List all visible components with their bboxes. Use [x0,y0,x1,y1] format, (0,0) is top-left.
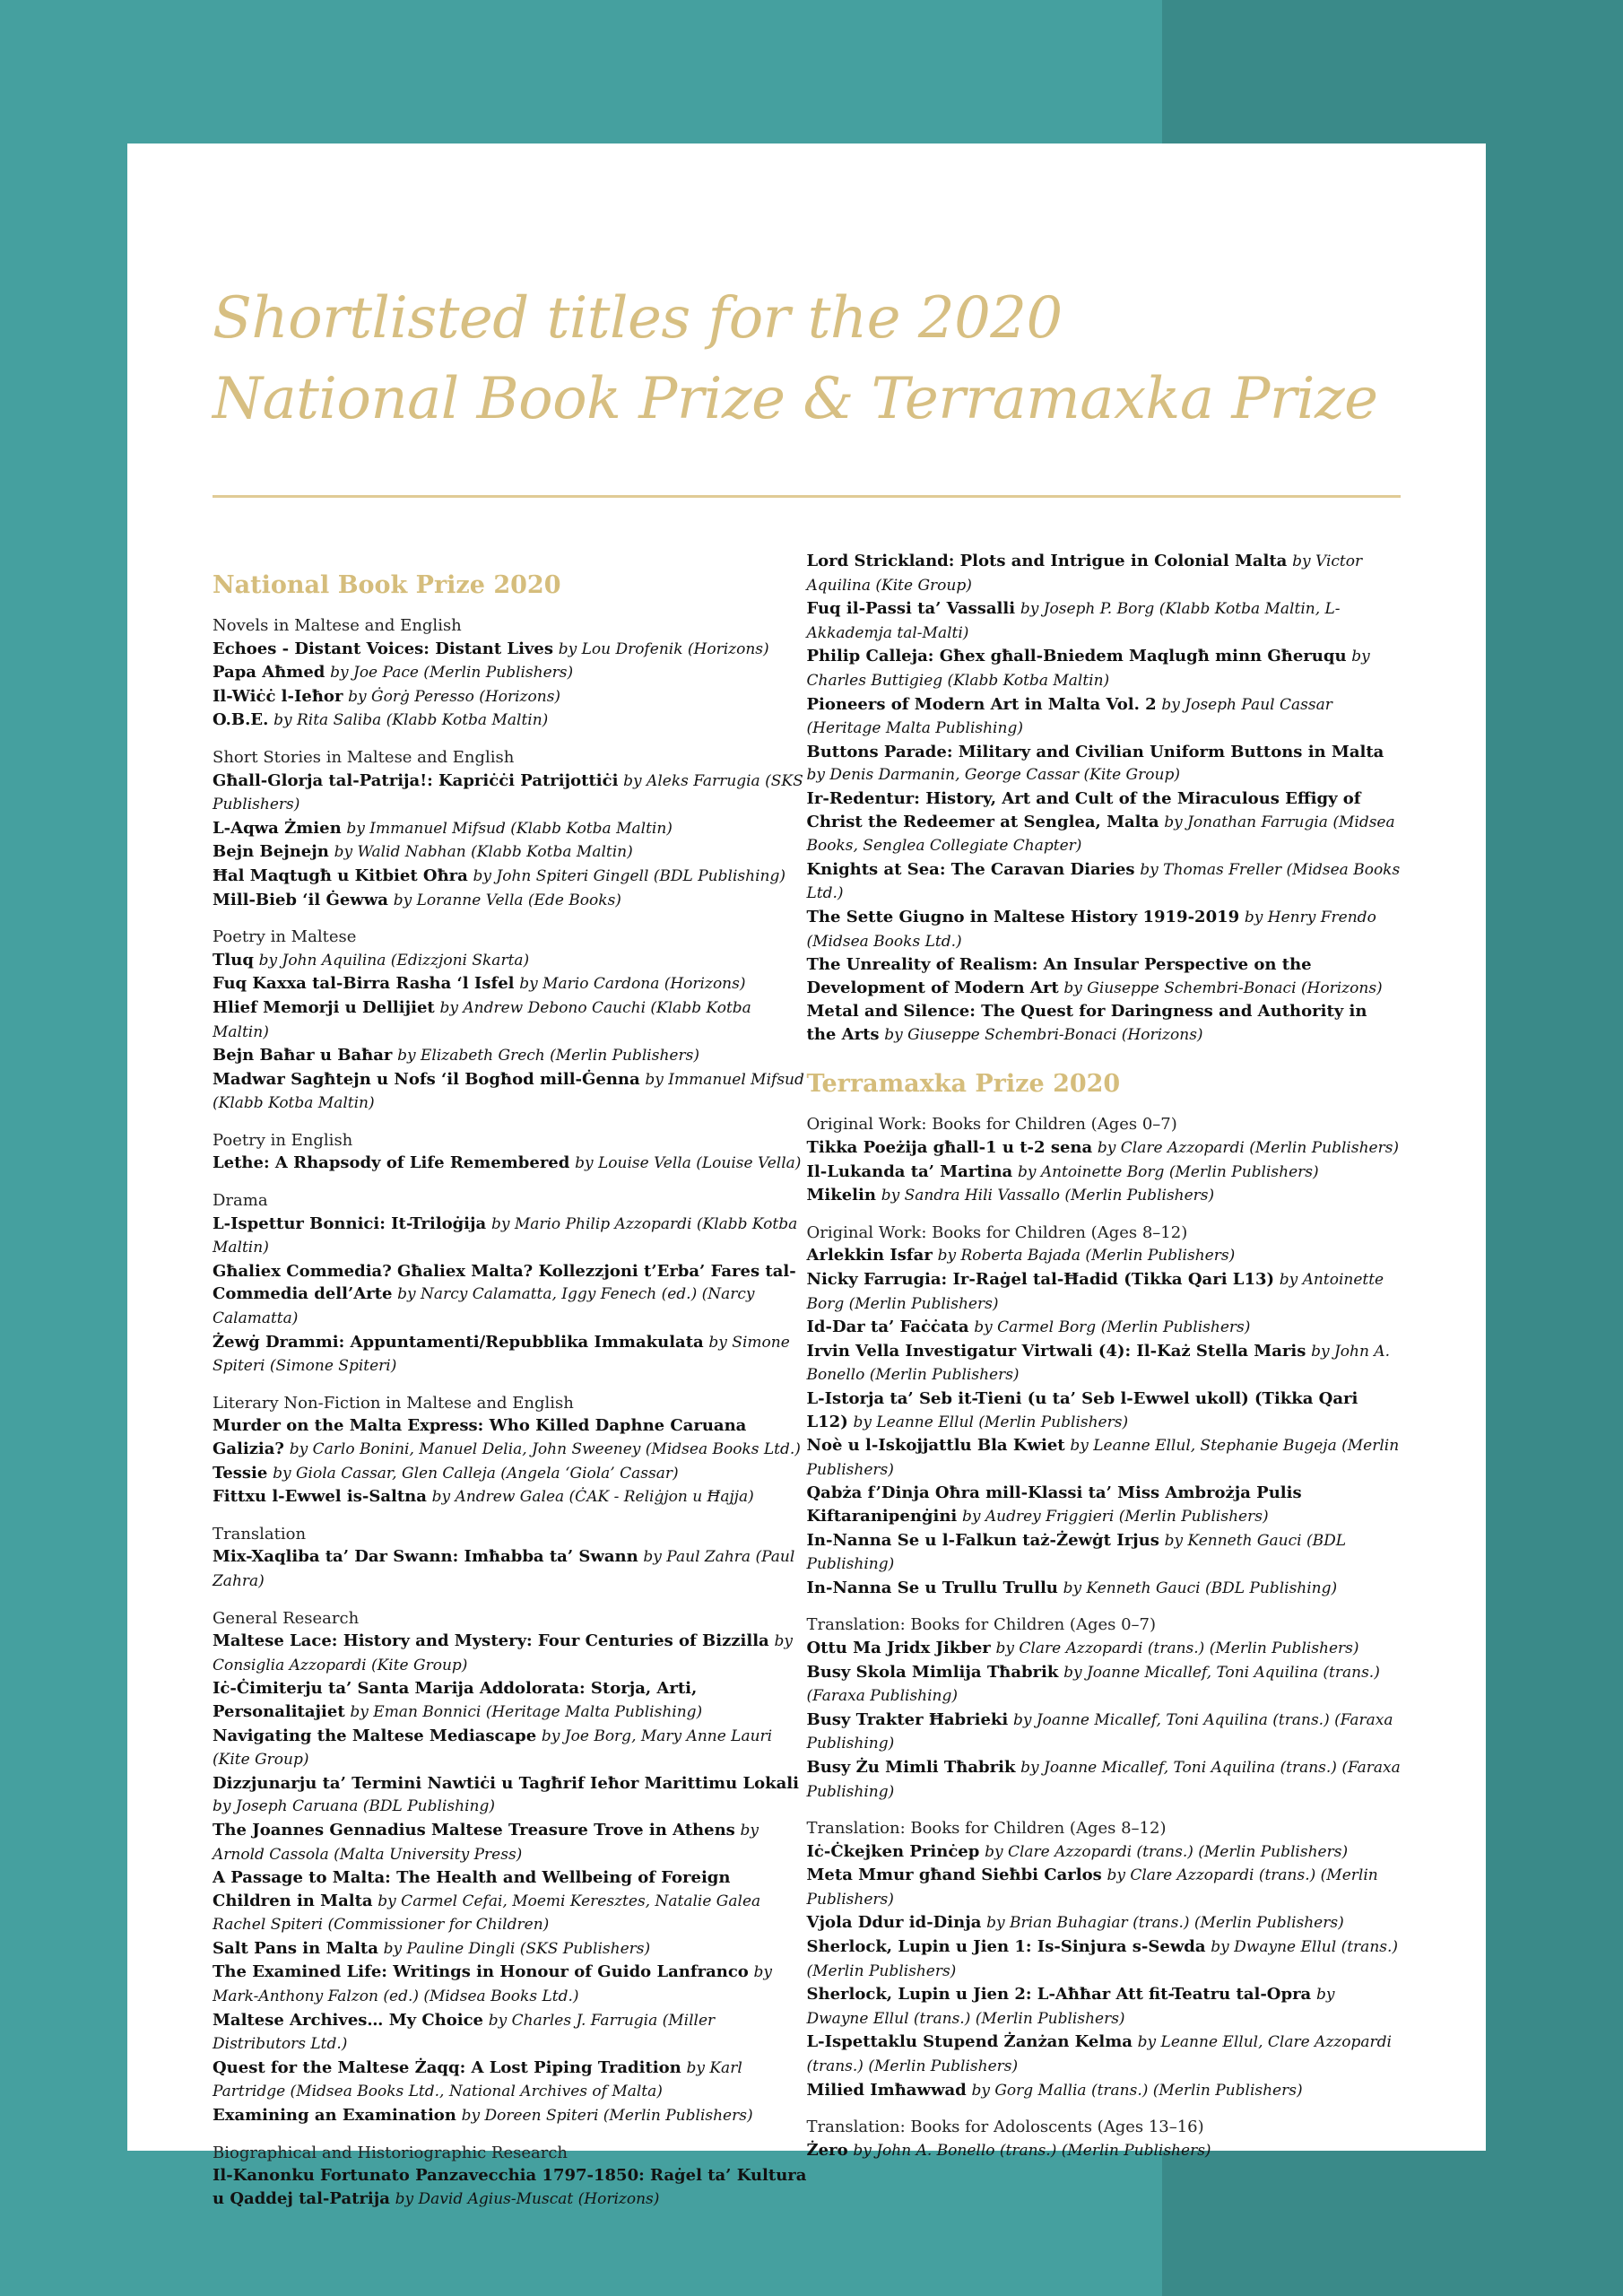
category-heading: Poetry in English [213,1130,353,1150]
book-entry [213,1630,807,1677]
book-entry [213,1213,807,1260]
book-entry [807,906,1402,953]
book-byline: by Henry Frendo (Midsea Books Ltd.) [806,908,1376,951]
category-section [213,1523,807,1594]
book-entry [213,1068,807,1116]
book-byline: by Clare Azzopardi (trans.) (Merlin Publishers) [985,1842,1349,1861]
book-title: In-Nanna Se u l-Falkun taż-Żewġt Irjus [806,1530,1159,1550]
category-section [213,1607,807,2128]
left-column [213,570,807,2224]
book-entry [213,840,807,865]
book-title: Maltese Lace: History and Mystery: Four Centuries of Bizzilla [213,1631,769,1651]
book-title: Il-Wiċċ l-Ieħor [213,686,343,706]
book-entry [213,1044,807,1068]
book-byline: by Thomas Freller (Midsea Books Ltd.) [806,860,1401,903]
book-byline: by John Spiteri Gingell (BDL Publishing) [473,866,785,885]
book-title: Maltese Archives… My Choice [213,2010,484,2030]
book-entry [213,1414,807,1461]
book-entry [807,597,1402,645]
book-entry [213,1677,807,1724]
book-byline: by Leanne Ellul (Merlin Publishers) [853,1413,1129,1431]
book-title: Navigating the Maltese Mediascape [213,1726,537,1745]
category-section [213,926,807,1116]
book-entry [807,741,1402,787]
book-entry [807,2079,1402,2103]
book-title: Qabża f’Dinja Oħra mill-Klassi ta’ Miss Ambrożja Pulis Kiftaranipenġini [806,1483,1302,1526]
book-entry [807,953,1402,1000]
book-entry [807,645,1402,692]
category-heading: Short Stories in Maltese and English [213,747,515,767]
book-title: Quest for the Maltese Żaqq: A Lost Piping Tradition [213,2057,681,2077]
book-byline: by John A. Bonello (Merlin Publishers) [806,1342,1390,1385]
prize-title: Terramaxka Prize 2020 [806,1070,1121,1099]
book-title: The Unreality of Realism: An Insular Perspective on the Development of Modern Art [806,955,1312,997]
book-entry [213,865,807,889]
title-divider [213,495,1401,498]
book-byline: by Loranne Vella (Ede Books) [393,891,621,909]
book-byline: by Sandra Hili Vassallo (Merlin Publishers) [881,1187,1215,1205]
book-entry [213,1331,807,1378]
book-entry [807,1482,1402,1528]
book-byline: by Brian Buhagiar (trans.) (Merlin Publishers) [986,1914,1344,1933]
category-section [213,1392,807,1509]
book-byline: by Giuseppe Schembri-Bonaci (Horizons) [884,1025,1203,1044]
category-heading: Poetry in Maltese [213,927,357,947]
book-title: Għaliex Commedia? Għaliex Malta? Kollezzjoni t’Erba’ Fares tal-Commedia dell’Arte [213,1261,796,1304]
book-title: Busy Skola Mimlija Tħabrik [806,1662,1059,1682]
category-section [213,1189,807,1378]
book-title: Iċ-Ċimiterju ta’ Santa Marija Addolorata: Storja, Arti, Personalitajiet [213,1679,698,1721]
book-title: Ir-Redentur: History, Art and Cult of the Miraculous Effigy of Christ the Redeemer at Senglea, Malta [806,788,1361,831]
book-byline: by Rita Saliba (Klabb Kotba Maltin) [273,711,549,730]
book-entry [807,1161,1402,1185]
book-byline: by Narcy Calamatta, Iggy Fenech (ed.) (Narcy Calamatta) [213,1285,755,1328]
book-title: Philip Calleja: Għex għall-Bniedem Maqlugħ minn Għeruqu [806,647,1347,666]
book-title: Fittxu l-Ewwel is-Saltna [213,1487,427,1507]
book-title: Lethe: A Rhapsody of Life Remembered [213,1153,570,1173]
book-entry [807,1387,1402,1434]
book-byline: by Mario Cardona (Horizons) [519,975,746,994]
book-title: Busy Trakter Ħabrieki [806,1709,1009,1729]
category-heading: Translation: Books for Children (Ages 0–7) [806,1615,1157,1635]
prize-title: National Book Prize 2020 [213,571,561,599]
category-section [807,1222,1402,1601]
book-title: The Joannes Gennadius Maltese Treasure Trove in Athens [213,1820,735,1839]
book-byline: by Charles J. Farrugia (Miller Distributors Ltd.) [213,2011,716,2054]
book-entry [807,787,1402,858]
book-title: Ottu Ma Jridx Jikber [806,1638,991,1657]
book-byline: by Joe Borg, Mary Anne Lauri (Kite Group) [213,1726,773,1770]
book-entry [807,1983,1402,2031]
content-columns [213,552,1401,2224]
book-byline: by Aleks Farrugia (SKS Publishers) [213,771,803,814]
book-title: Il-Kanonku Fortunato Panzavecchia 1797-1850: Raġel ta’ Kultura u Qaddej tal-Patrija [213,2166,807,2208]
category-section [213,746,807,912]
book-title: L-Aqwa Żmien [213,818,342,838]
book-entry [807,1244,1402,1268]
category-section [807,550,1402,1047]
book-entry [213,1485,807,1509]
book-entry [807,1000,1402,1047]
book-title: Sherlock, Lupin u Jien 2: L-Aħħar Att fit-Teatru tal-Opra [806,1985,1312,2005]
book-byline: by Joanne Micallef, Toni Aquilina (trans.) (Faraxa Publishing) [806,1758,1401,1801]
category-section [807,1113,1402,1207]
book-entry [213,2164,807,2211]
book-byline: by Paul Zahra (Paul Zahra) [213,1548,795,1590]
book-byline: by Kenneth Gauci (BDL Publishing) [806,1531,1346,1574]
book-byline: by Andrew Debono Cauchi (Klabb Kotba Maltin) [213,998,751,1041]
book-entry [213,1545,807,1593]
category-section [213,1129,807,1176]
book-entry [213,817,807,841]
book-entry [807,1136,1402,1161]
book-entry [213,972,807,996]
category-section [213,614,807,733]
book-byline: by Ġorġ Peresso (Horizons) [348,687,561,706]
book-title: Fuq il-Passi ta’ Vassalli [806,599,1016,619]
book-byline: by Dwayne Ellul (trans.) (Merlin Publishers) [806,1986,1335,2028]
category-heading: Drama [213,1191,268,1211]
book-entry [213,1462,807,1486]
book-byline: by Carmel Borg (Merlin Publishers) [974,1318,1251,1337]
book-title: L-Istorja ta’ Seb it-Tieni (u ta’ Seb l-Ewwel ukoll) (Tikka Qari L12) [806,1389,1358,1431]
book-entry [807,2139,1402,2163]
book-byline: by Immanuel Mifsud (Klabb Kotba Maltin) [213,1070,804,1113]
book-entry [807,550,1402,597]
book-entry [807,1935,1402,1983]
book-entry [213,2057,807,2104]
book-title: Tluq [213,950,254,970]
book-entry [807,1709,1402,1756]
book-byline: by John A. Bonello (trans.) (Merlin Publishers) [853,2141,1211,2160]
book-byline: by Consiglia Azzopardi (Kite Group) [213,1632,793,1674]
book-title: Papa Aħmed [213,663,325,683]
book-title: Żewġ Drammi: Appuntamenti/Repubblika Immakulata [213,1332,704,1352]
book-entry [213,2104,807,2128]
book-byline: by Joe Pace (Merlin Publishers) [330,664,574,683]
category-section [807,1613,1402,1804]
book-byline: by Joanne Micallef, Toni Aquilina (trans.) (Faraxa Publishing) [806,1663,1380,1706]
book-byline: by Audrey Friggieri (Merlin Publishers) [961,1507,1269,1526]
book-byline: by Clare Azzopardi (trans.) (Merlin Publishers) [806,1866,1378,1909]
page-title-line-2: National Book Prize & Terramaxka Prize [213,366,1378,432]
book-byline: by Immanuel Mifsud (Klabb Kotba Maltin) [346,819,673,838]
book-title: The Sette Giugno in Maltese History 1919-2019 [806,907,1240,926]
category-heading: Translation [213,1524,307,1544]
book-title: The Examined Life: Writings in Honour of Guido Lanfranco [213,1962,749,1982]
book-byline: by Gorg Mallia (trans.) (Merlin Publishers) [971,2081,1303,2100]
book-byline: by Lou Drofenik (Horizons) [558,639,769,658]
document-page [127,144,1486,2208]
book-byline: by Kenneth Gauci (BDL Publishing) [1063,1578,1338,1597]
book-entry [807,1840,1402,1865]
book-byline: by Dwayne Ellul (trans.) (Merlin Publishers) [806,1938,1399,1980]
book-byline: by Denis Darmanin, George Cassar (Kite Group) [806,766,1180,785]
book-title: Bejn Bejnejn [213,842,329,862]
page-title-line-1: Shortlisted titles for the 2020 [213,285,1063,352]
book-title: Murder on the Malta Express: Who Killed Daphne Caruana Galizia? [213,1416,747,1458]
book-entry [213,661,807,685]
book-byline: by Leanne Ellul, Clare Azzopardi (trans.) (Merlin Publishers) [806,2033,1392,2076]
book-entry [213,1772,807,1819]
book-byline: by Walid Nabhan (Klabb Kotba Maltin) [334,843,633,862]
book-byline: by Mario Philip Azzopardi (Klabb Kotba Maltin) [213,1214,798,1257]
category-heading: Original Work: Books for Children (Ages 8–12) [806,1222,1188,1242]
book-entry [807,1434,1402,1482]
book-entry [213,996,807,1044]
book-title: Id-Dar ta’ Faċċata [806,1318,969,1337]
book-title: A Passage to Malta: The Health and Wellbeing of Foreign Children in Malta [213,1868,731,1910]
book-byline: by Elizabeth Grech (Merlin Publishers) [397,1047,699,1065]
book-title: Ħal Maqtugħ u Kitbiet Oħra [213,865,468,885]
book-byline: by Louise Vella (Louise Vella) [575,1154,802,1173]
book-entry [213,949,807,973]
book-title: Echoes - Distant Voices: Distant Lives [213,639,553,658]
book-title: Għall-Glorja tal-Patrija!: Kapriċċi Patrijottiċi [213,770,619,790]
book-byline: by Joseph Paul Cassar (Heritage Malta Publishing) [806,695,1332,738]
book-byline: by Doreen Spiteri (Merlin Publishers) [461,2107,753,2126]
book-entry [807,1529,1402,1577]
category-section [807,2116,1402,2162]
book-entry [213,889,807,913]
book-title: Metal and Silence: The Quest for Daringness and Authority in the Arts [806,1002,1367,1044]
book-entry [213,770,807,817]
book-title: Pioneers of Modern Art in Malta Vol. 2 [806,694,1157,714]
right-column [807,550,1402,2224]
book-title: Irvin Vella Investigatur Virtwali (4): Il-Każ Stella Maris [806,1341,1306,1361]
page-title [213,278,1401,439]
category-heading: General Research [213,1608,360,1628]
book-entry [213,1866,807,1937]
book-byline: by Mark-Anthony Falzon (ed.) (Midsea Books Ltd.) [213,1963,773,2006]
book-entry [213,709,807,733]
book-entry [213,1260,807,1331]
book-entry [807,858,1402,906]
book-title: Meta Mmur għand Sieħbi Carlos [806,1866,1102,1885]
book-byline: by Clare Azzopardi (Merlin Publishers) [1097,1139,1400,1158]
book-title: Tikka Poeżija għall-1 u t-2 sena [806,1138,1093,1158]
book-byline: by Andrew Galea (ĊAK - Reliġjon u Ħajja) [431,1488,754,1507]
book-byline: by Victor Aquilina (Kite Group) [806,552,1363,595]
book-title: Milied Imħawwad [806,2080,967,2100]
book-title: Bejn Baħar u Baħar [213,1046,393,1065]
book-title: Iċ-Ċkejken Prinċep [806,1841,980,1861]
book-title: Mix-Xaqliba ta’ Dar Swann: Imħabba ta’ Swann [213,1547,638,1567]
book-entry [807,1756,1402,1804]
book-byline: by Simone Spiteri (Simone Spiteri) [213,1333,790,1376]
book-entry [807,1184,1402,1208]
category-heading: Original Work: Books for Children (Ages 0–7) [806,1115,1177,1135]
book-entry [213,1937,807,1961]
book-byline: by Jonathan Farrugia (Midsea Books, Senglea Collegiate Chapter) [806,813,1395,856]
book-byline: by Karl Partridge (Midsea Books Ltd., National Archives of Malta) [213,2058,742,2101]
book-byline: by Joanne Micallef, Toni Aquilina (trans.) (Faraxa Publishing) [806,1710,1393,1753]
book-entry [213,1961,807,2008]
book-byline: by John Aquilina (Edizzjoni Skarta) [258,951,530,970]
book-title: Hlief Memorji u Dellijiet [213,997,435,1017]
book-title: Vjola Ddur id-Dinja [806,1913,982,1933]
book-title: Żero [806,2140,848,2160]
book-title: L-Ispettaklu Stupend Żanżan Kelma [806,2032,1133,2052]
category-section [213,2142,807,2212]
book-title: Sherlock, Lupin u Jien 1: Is-Sinjura s-Sewda [806,1937,1206,1957]
book-byline: by Joseph Caruana (BDL Publishing) [213,1797,495,1816]
book-title: Fuq Kaxxa tal-Birra Rasha ‘l Isfel [213,974,515,994]
book-title: O.B.E. [213,710,269,730]
book-title: Madwar Sagħtejn u Nofs ‘il Bogħod mill-Ġenna [213,1069,640,1089]
book-title: Busy Żu Mimli Tħabrik [806,1757,1016,1777]
book-title: Mikelin [806,1186,876,1205]
book-title: Knights at Sea: The Caravan Diaries [806,859,1135,879]
book-entry [213,685,807,709]
book-title: Buttons Parade: Military and Civilian Uniform Buttons in Malta [806,742,1384,761]
book-entry [807,1661,1402,1709]
book-entry [213,2009,807,2057]
book-byline: by Carlo Bonini, Manuel Delia, John Sweeney (Midsea Books Ltd.) [289,1440,801,1458]
book-title: Tessie [213,1463,268,1483]
book-entry [213,1725,807,1772]
book-title: Mill-Bieb ‘il Ġewwa [213,890,388,909]
book-byline: by Antoinette Borg (Merlin Publishers) [806,1271,1384,1313]
book-entry [807,693,1402,741]
book-entry [807,1637,1402,1661]
book-title: In-Nanna Se u Trullu Trullu [806,1578,1058,1597]
book-entry [807,1577,1402,1601]
book-byline: by Charles Buttigieg (Klabb Kotba Maltin) [806,648,1370,690]
book-title: Examining an Examination [213,2106,456,2126]
book-byline: by Eman Bonnici (Heritage Malta Publishing) [350,1702,703,1721]
book-entry [213,638,807,662]
book-byline: by Arnold Cassola (Malta University Press) [213,1821,759,1864]
book-title: Nicky Farrugia: Ir-Raġel tal-Ħadid (Tikka Qari L13) [806,1270,1275,1290]
book-entry [807,1268,1402,1316]
book-title: Noè u l-Iskojjattlu Bla Kwiet [806,1436,1065,1456]
book-byline: by Leanne Ellul, Stephanie Bugeja (Merlin Publishers) [806,1437,1400,1479]
category-heading: Literary Non-Fiction in Maltese and English [213,1393,574,1413]
category-heading: Biographical and Historiographic Research [213,2143,568,2162]
book-byline: by Antoinette Borg (Merlin Publishers) [1017,1162,1319,1181]
book-byline: by Pauline Dingli (SKS Publishers) [383,1939,651,1958]
book-byline: by Roberta Bajada (Merlin Publishers) [937,1247,1236,1265]
book-byline: by Carmel Cefai, Moemi Keresztes, Natalie Galea Rachel Spiteri (Commissioner for Children) [213,1892,761,1935]
book-entry [807,1911,1402,1935]
category-heading: Translation: Books for Children (Ages 8–12) [806,1819,1167,1839]
book-title: Dizzjunarju ta’ Termini Nawtiċi u Tagħrif Ieħor Marittimu Lokali [213,1773,799,1793]
book-entry [807,1340,1402,1387]
book-entry [213,1819,807,1866]
book-title: Lord Strickland: Plots and Intrigue in Colonial Malta [806,552,1288,570]
category-section [807,1817,1402,2102]
book-byline: by Giuseppe Schembri-Bonaci (Horizons) [1063,978,1383,997]
book-entry [213,1152,807,1176]
book-entry [807,1864,1402,1911]
book-byline: by David Agius-Muscat (Horizons) [395,2189,660,2208]
book-byline: by Giola Cassar, Glen Calleja (Angela ‘Giola’ Cassar) [273,1464,679,1483]
category-heading: Novels in Maltese and English [213,616,462,635]
book-title: L-Ispettur Bonnici: It-Triloġija [213,1213,487,1233]
book-byline: by Joseph P. Borg (Klabb Kotba Maltin, L-Akkademja tal-Malti) [806,600,1341,642]
book-entry [807,1316,1402,1340]
book-entry [807,2031,1402,2078]
book-title: Il-Lukanda ta’ Martina [806,1161,1013,1181]
book-title: Salt Pans in Malta [213,1938,378,1958]
category-heading: Translation: Books for Adoloscents (Ages 13–16) [806,2118,1204,2137]
book-byline: by Clare Azzopardi (trans.) (Merlin Publishers) [995,1639,1359,1657]
book-title: Arlekkin Isfar [806,1246,933,1265]
